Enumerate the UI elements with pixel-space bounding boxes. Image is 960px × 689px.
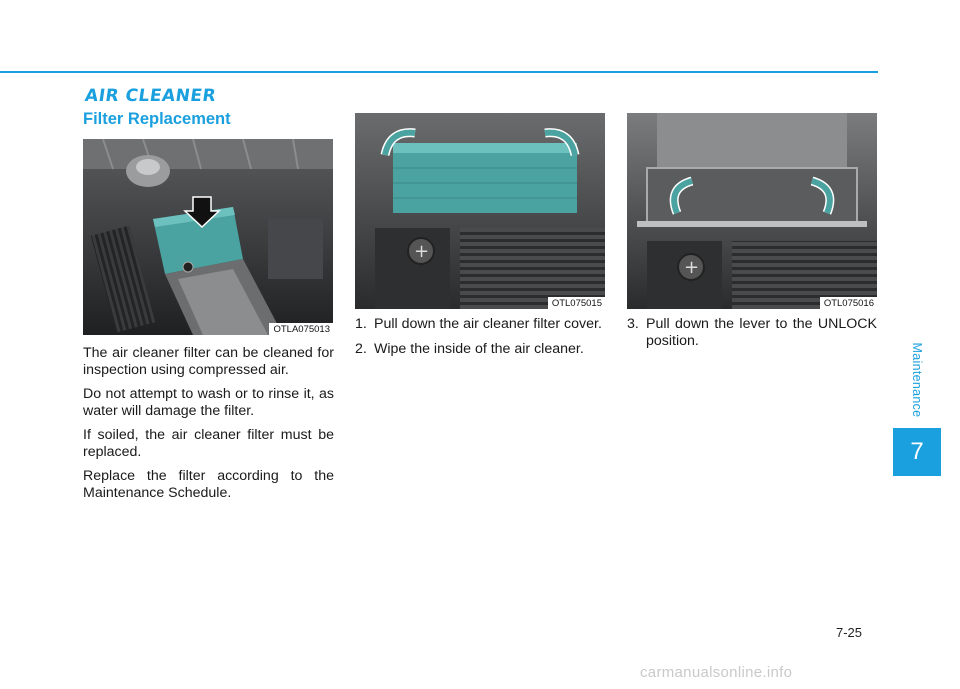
step-item <box>355 316 605 333</box>
step-text: Pull down the lever to the UNLOCK position. <box>646 316 877 349</box>
page-number: 7-25 <box>836 625 863 640</box>
column-3-steps <box>627 316 877 357</box>
chapter-tab: 7 <box>893 428 941 476</box>
photo-filter-cover <box>355 113 605 309</box>
step-item <box>355 341 605 358</box>
step-item <box>627 316 877 349</box>
photo-code: OTL075015 <box>548 297 605 309</box>
watermark: carmanualsonline.info <box>640 664 793 681</box>
section-title: AIR CLEANER <box>83 86 218 106</box>
step-text: Pull down the air cleaner filter cover. <box>374 316 602 332</box>
sub-title: Filter Replacement <box>83 110 231 128</box>
column-2-steps <box>355 316 605 365</box>
air-cleaner-lever-icon <box>627 113 877 309</box>
photo-code: OTL075016 <box>820 297 877 309</box>
paragraph: The air cleaner filter can be cleaned for inspection using compressed air. <box>83 345 334 378</box>
step-text: Wipe the inside of the air cleaner. <box>374 340 584 357</box>
svg-text:+: + <box>414 241 430 262</box>
step-number: 3. <box>627 316 639 332</box>
photo-code: OTLA075013 <box>269 323 333 335</box>
engine-bay-air-cleaner-icon <box>83 139 333 335</box>
paragraph: Replace the filter according to the Maintenance Schedule. <box>83 468 334 501</box>
paragraph: Do not attempt to wash or to rinse it, as water will damage the filter. <box>83 386 334 419</box>
side-section-label-text: Maintenance <box>910 342 924 418</box>
step-number: 2. <box>355 340 367 357</box>
paragraph: If soiled, the air cleaner filter must be replaced. <box>83 427 334 460</box>
photo-engine-bay <box>83 139 333 335</box>
top-rule <box>0 71 878 73</box>
step-number: 1. <box>355 316 367 332</box>
photo-lever <box>627 113 877 309</box>
svg-text:+: + <box>684 257 700 278</box>
air-cleaner-cover-icon <box>355 113 605 309</box>
column-1-text <box>83 345 334 509</box>
